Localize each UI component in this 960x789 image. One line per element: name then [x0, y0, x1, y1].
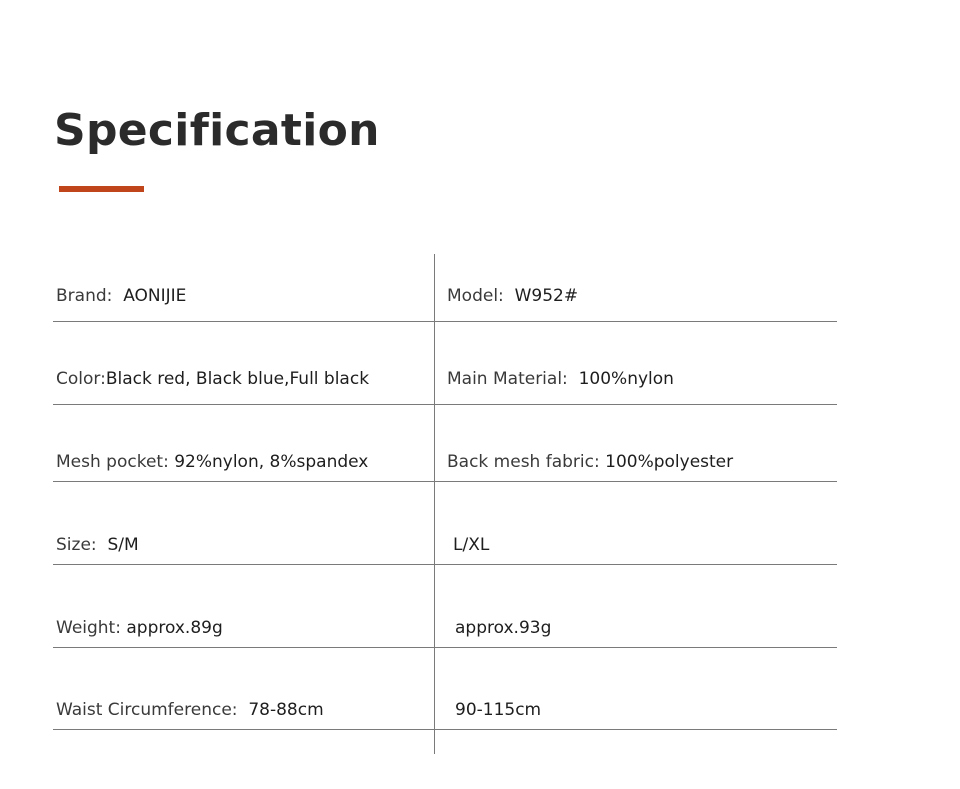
row-divider [53, 404, 837, 405]
spec-value: S/M [107, 535, 139, 555]
spec-label: Brand: [56, 286, 113, 306]
spec-cell-waist [56, 699, 324, 721]
spec-label: Back mesh fabric: [447, 452, 600, 472]
spec-cell-weight-alt [455, 617, 551, 639]
spec-cell-waist-alt [455, 699, 541, 721]
spec-cell-brand [56, 285, 186, 307]
row-divider [53, 481, 837, 482]
spec-cell-back-mesh-fabric [447, 451, 733, 473]
spec-label: Waist Circumference: [56, 700, 238, 720]
spec-cell-size-alt [453, 534, 489, 556]
spec-value: approx.93g [455, 618, 552, 638]
row-divider [53, 321, 837, 322]
spec-label: Color: [56, 369, 106, 389]
column-divider [434, 254, 435, 754]
spec-value: 92%nylon, 8%spandex [174, 452, 369, 472]
spec-cell-size [56, 534, 139, 556]
spec-value: L/XL [453, 535, 490, 555]
row-divider [53, 647, 837, 648]
spec-value: 78-88cm [248, 700, 324, 720]
spec-cell-color [56, 368, 369, 390]
page-title: Specification [54, 105, 380, 156]
spec-cell-weight [56, 617, 223, 639]
spec-value: 100%nylon [578, 369, 674, 389]
spec-cell-model [447, 285, 578, 307]
spec-value: 100%polyester [605, 452, 734, 472]
spec-value: AONIJIE [123, 286, 187, 306]
spec-label: Model: [447, 286, 504, 306]
title-accent-bar [59, 186, 144, 192]
spec-cell-main-material [447, 368, 674, 390]
spec-cell-mesh-pocket [56, 451, 368, 473]
row-divider [53, 729, 837, 730]
spec-label: Mesh pocket: [56, 452, 169, 472]
spec-value: 90-115cm [455, 700, 542, 720]
row-divider [53, 564, 837, 565]
spec-label: Main Material: [447, 369, 568, 389]
spec-value: W952# [514, 286, 579, 306]
spec-label: Weight: [56, 618, 121, 638]
spec-value: approx.89g [126, 618, 223, 638]
spec-label: Size: [56, 535, 97, 555]
spec-value: Black red, Black blue,Full black [105, 369, 370, 389]
